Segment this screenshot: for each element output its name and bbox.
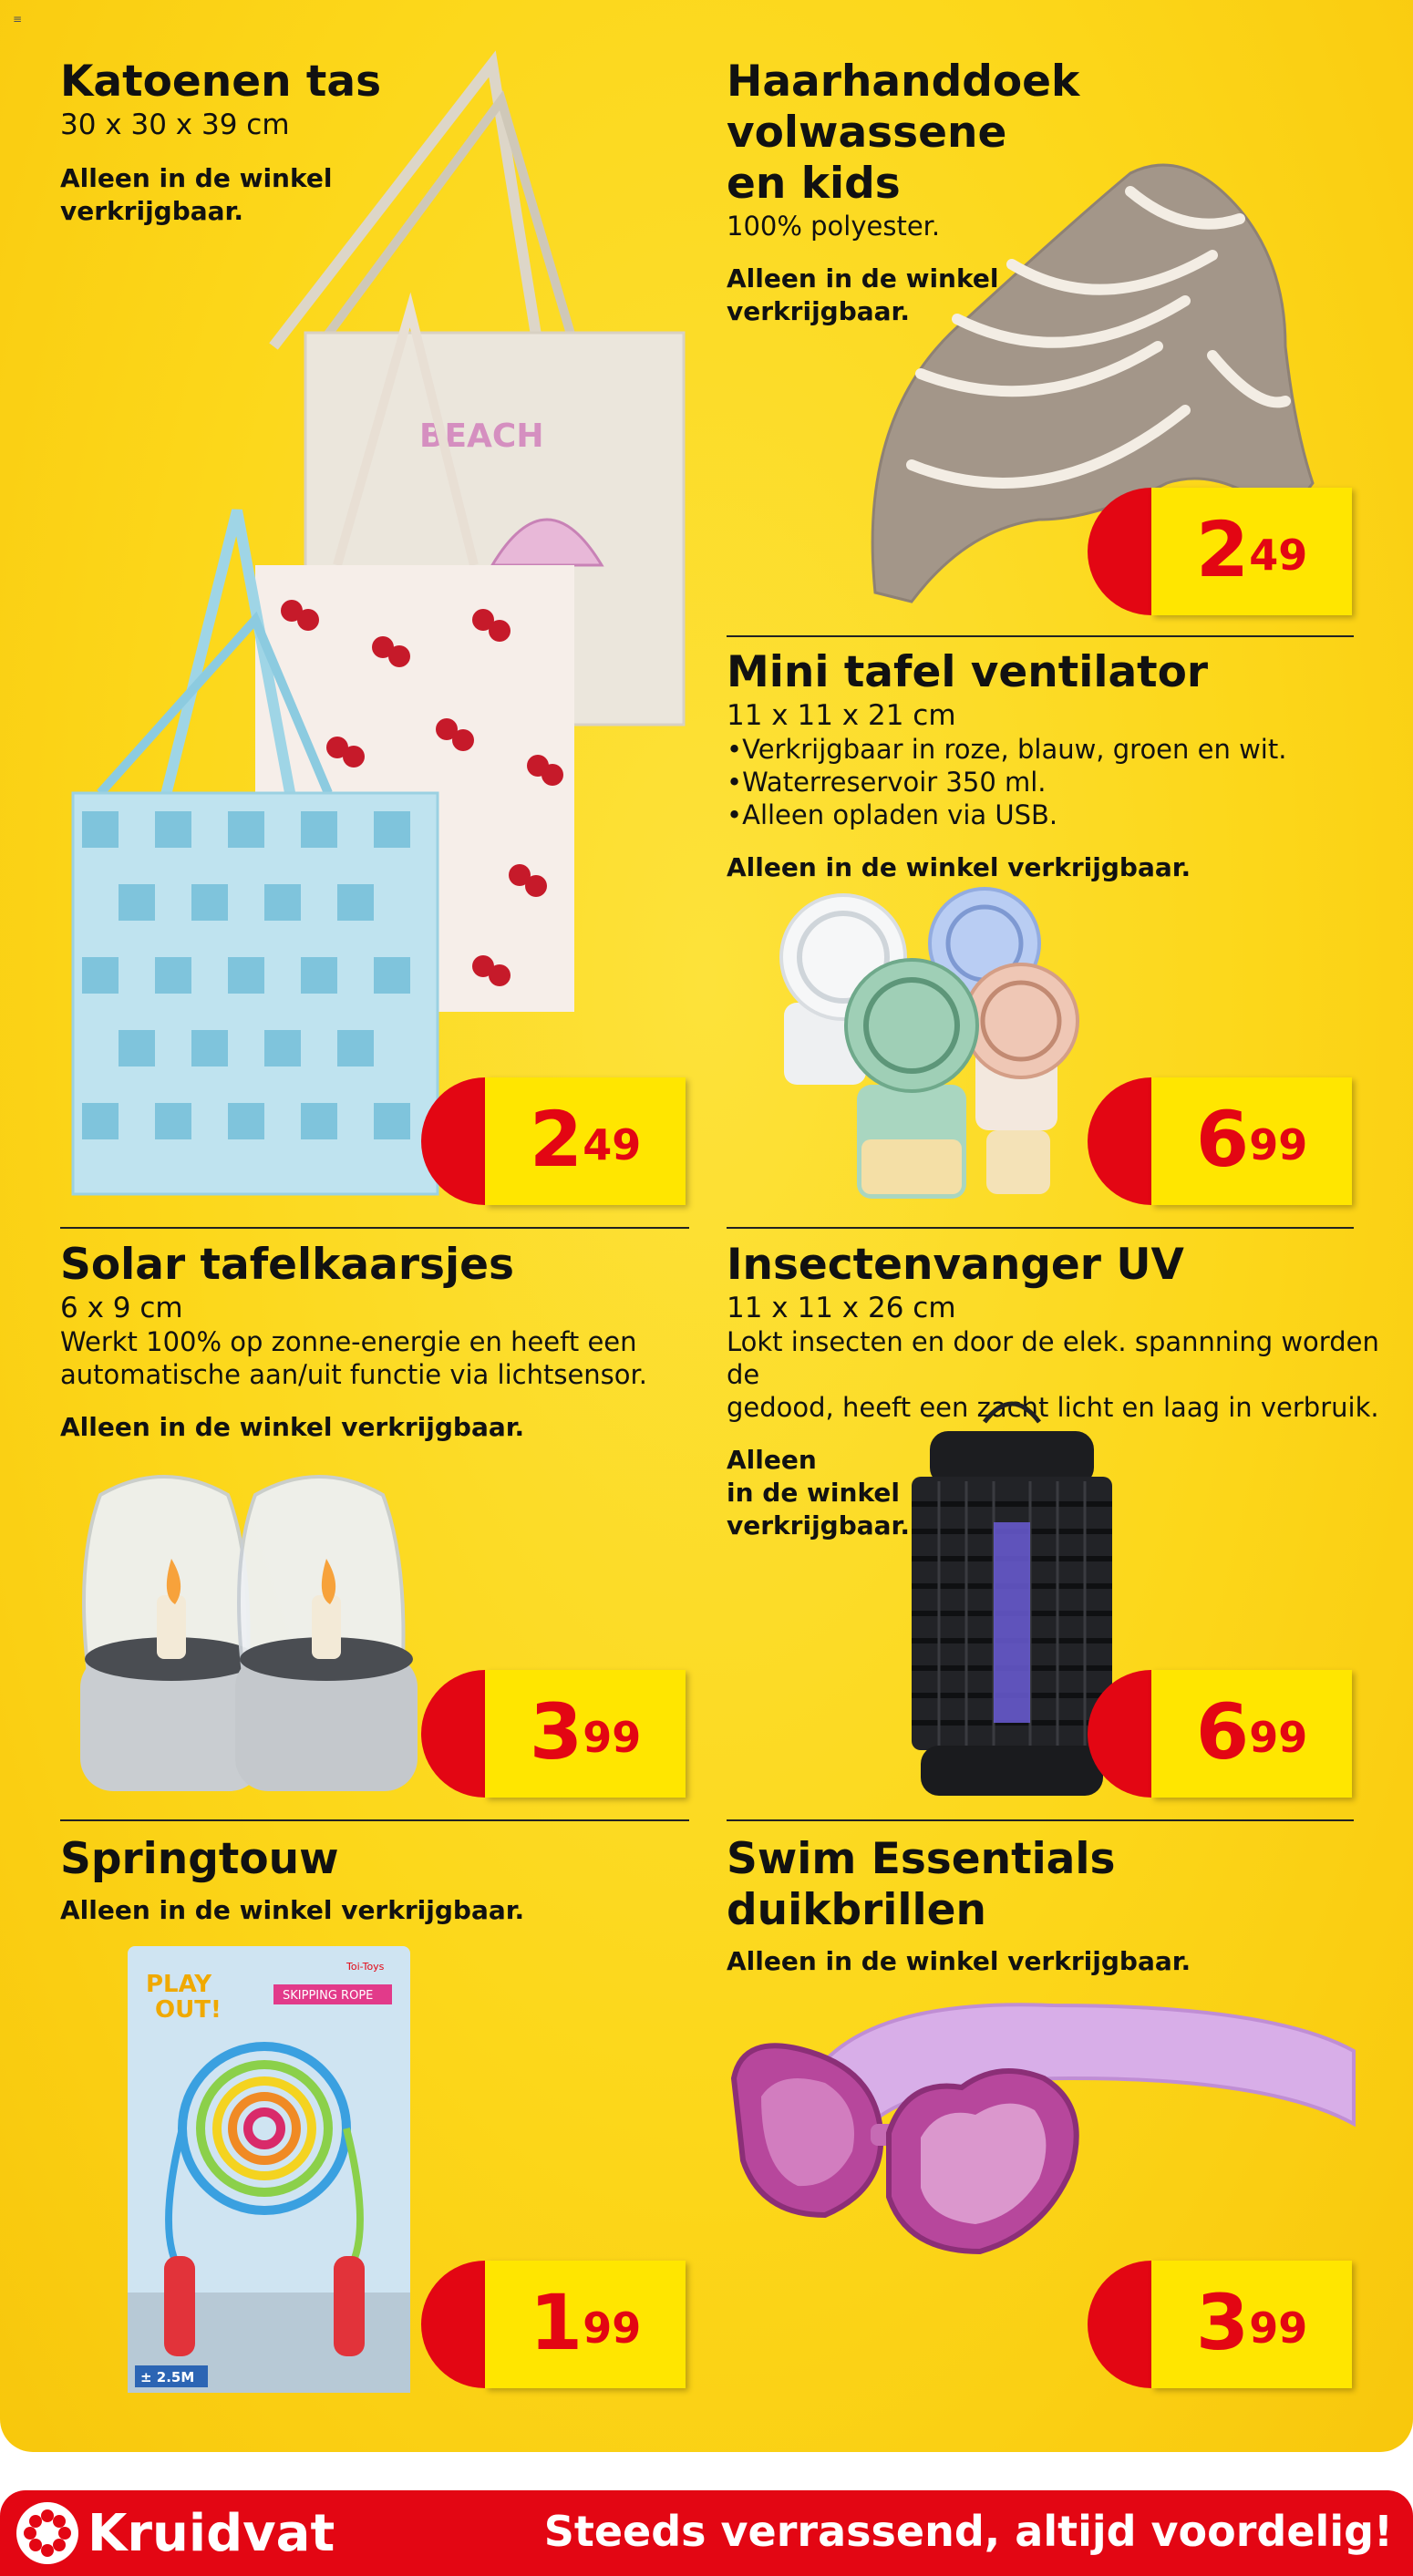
tote-bags-image [64, 55, 702, 1203]
availability-text: Alleen in de winkel verkrijgbaar. [60, 1412, 525, 1442]
feature-item: • Waterreservoir 350 ml. [727, 766, 1383, 799]
description-line: Lokt insecten en door de elek. spannning worden de [727, 1326, 1379, 1390]
price-euros: 2 [1195, 505, 1250, 594]
availability-line: in de winkel [727, 1478, 900, 1508]
skipping-rope-image [128, 1946, 410, 2393]
logo-dots-icon [16, 2502, 78, 2564]
availability-line: verkrijgbaar. [60, 196, 244, 226]
slogan: Steeds verrassend, altijd voordelig! [543, 2507, 1393, 2556]
price-euros: 3 [529, 1687, 583, 1777]
mini-fans-image [775, 884, 1103, 1203]
product-springtouw [60, 1834, 689, 1927]
availability-text: Alleen in de winkel verkrijgbaar. [727, 852, 1191, 882]
product-dimensions: 30 x 30 x 39 cm [60, 108, 290, 141]
description-line: automatische aan/uit functie via lichtsensor. [60, 1359, 648, 1390]
price-tag-springtouw [421, 2261, 686, 2388]
product-mini-tafel-ventilator [727, 647, 1383, 884]
corner-mark: ≡ [13, 13, 23, 26]
product-title: Mini tafel ventilator [727, 647, 1209, 697]
product-dimensions: 11 x 11 x 21 cm [727, 699, 956, 732]
price-cents: 99 [1249, 1120, 1308, 1170]
price-tag-insectenvanger [1088, 1670, 1352, 1798]
solar-candles-image [73, 1458, 456, 1805]
swim-goggles-image [725, 1978, 1363, 2270]
price-euros: 1 [529, 2278, 583, 2367]
price-euros: 6 [1195, 1687, 1250, 1777]
feature-item: • Verkrijgbaar in roze, blauw, groen en wit. [727, 733, 1383, 766]
divider [727, 1227, 1354, 1229]
availability-line: Alleen in de winkel [727, 263, 999, 294]
pack-brand-line: PLAY [146, 1971, 212, 1998]
product-dimensions: 11 x 11 x 26 cm [727, 1292, 956, 1324]
product-title: Katoenen tas [60, 57, 382, 107]
title-line: Haarhanddoek volwassene [727, 57, 1080, 158]
availability-text: Alleen in de winkel verkrijgbaar. [60, 1895, 525, 1925]
price-cents: 99 [1249, 1713, 1308, 1762]
divider [727, 1819, 1354, 1821]
product-duikbrillen [727, 1834, 1383, 1978]
price-euros: 2 [529, 1095, 583, 1184]
description-line: Werkt 100% op zonne-energie en heeft een [60, 1326, 637, 1357]
title-line: en kids [727, 159, 901, 209]
product-title: Insectenvanger UV [727, 1240, 1184, 1290]
price-euros: 6 [1195, 1095, 1250, 1184]
brand-name: Kruidvat [88, 2503, 335, 2563]
pack-brand-line: OUT! [155, 1996, 222, 2024]
product-description: 100% polyester. [727, 211, 941, 242]
pack-size: ± 2.5M [140, 2369, 195, 2385]
price-cents: 99 [583, 1713, 642, 1762]
product-title: Solar tafelkaarsjes [60, 1240, 514, 1290]
price-euros: 3 [1195, 2278, 1250, 2367]
divider [60, 1819, 689, 1821]
price-cents: 99 [583, 2303, 642, 2353]
pack-maker: Toi-Toys [346, 1961, 385, 1973]
divider [60, 1227, 689, 1229]
bag-print-text: BEACH [419, 417, 544, 455]
feature-item: • Alleen opladen via USB. [727, 799, 1383, 831]
availability-line: verkrijgbaar. [727, 296, 911, 326]
product-solar-tafelkaarsjes [60, 1240, 698, 1444]
feature-list [727, 733, 1383, 831]
price-tag-haarhanddoek [1088, 488, 1352, 615]
availability-line: Alleen [727, 1445, 817, 1475]
availability-line: Alleen in de winkel [60, 163, 333, 193]
product-description [60, 1325, 698, 1391]
price-tag-ventilator [1088, 1077, 1352, 1205]
availability-text: Alleen in de winkel verkrijgbaar. [727, 1946, 1191, 1976]
kruidvat-logo [16, 2499, 335, 2567]
price-tag-duikbrillen [1088, 2261, 1352, 2388]
footer-bar [0, 2490, 1413, 2576]
price-cents: 49 [583, 1120, 642, 1170]
price-cents: 49 [1249, 531, 1308, 580]
product-title: Swim Essentials duikbrillen [727, 1834, 1116, 1935]
product-dimensions: 6 x 9 cm [60, 1292, 183, 1324]
price-tag-katoenen-tas [421, 1077, 686, 1205]
divider [727, 635, 1354, 637]
price-tag-solar-kaarsjes [421, 1670, 686, 1798]
description-line: gedood, heeft een zacht licht en laag in verbruik. [727, 1392, 1379, 1423]
product-title: Springtouw [60, 1834, 339, 1884]
price-cents: 99 [1249, 2303, 1308, 2353]
pack-label: SKIPPING ROPE [283, 1989, 374, 2003]
availability-line: verkrijgbaar. [727, 1510, 911, 1540]
